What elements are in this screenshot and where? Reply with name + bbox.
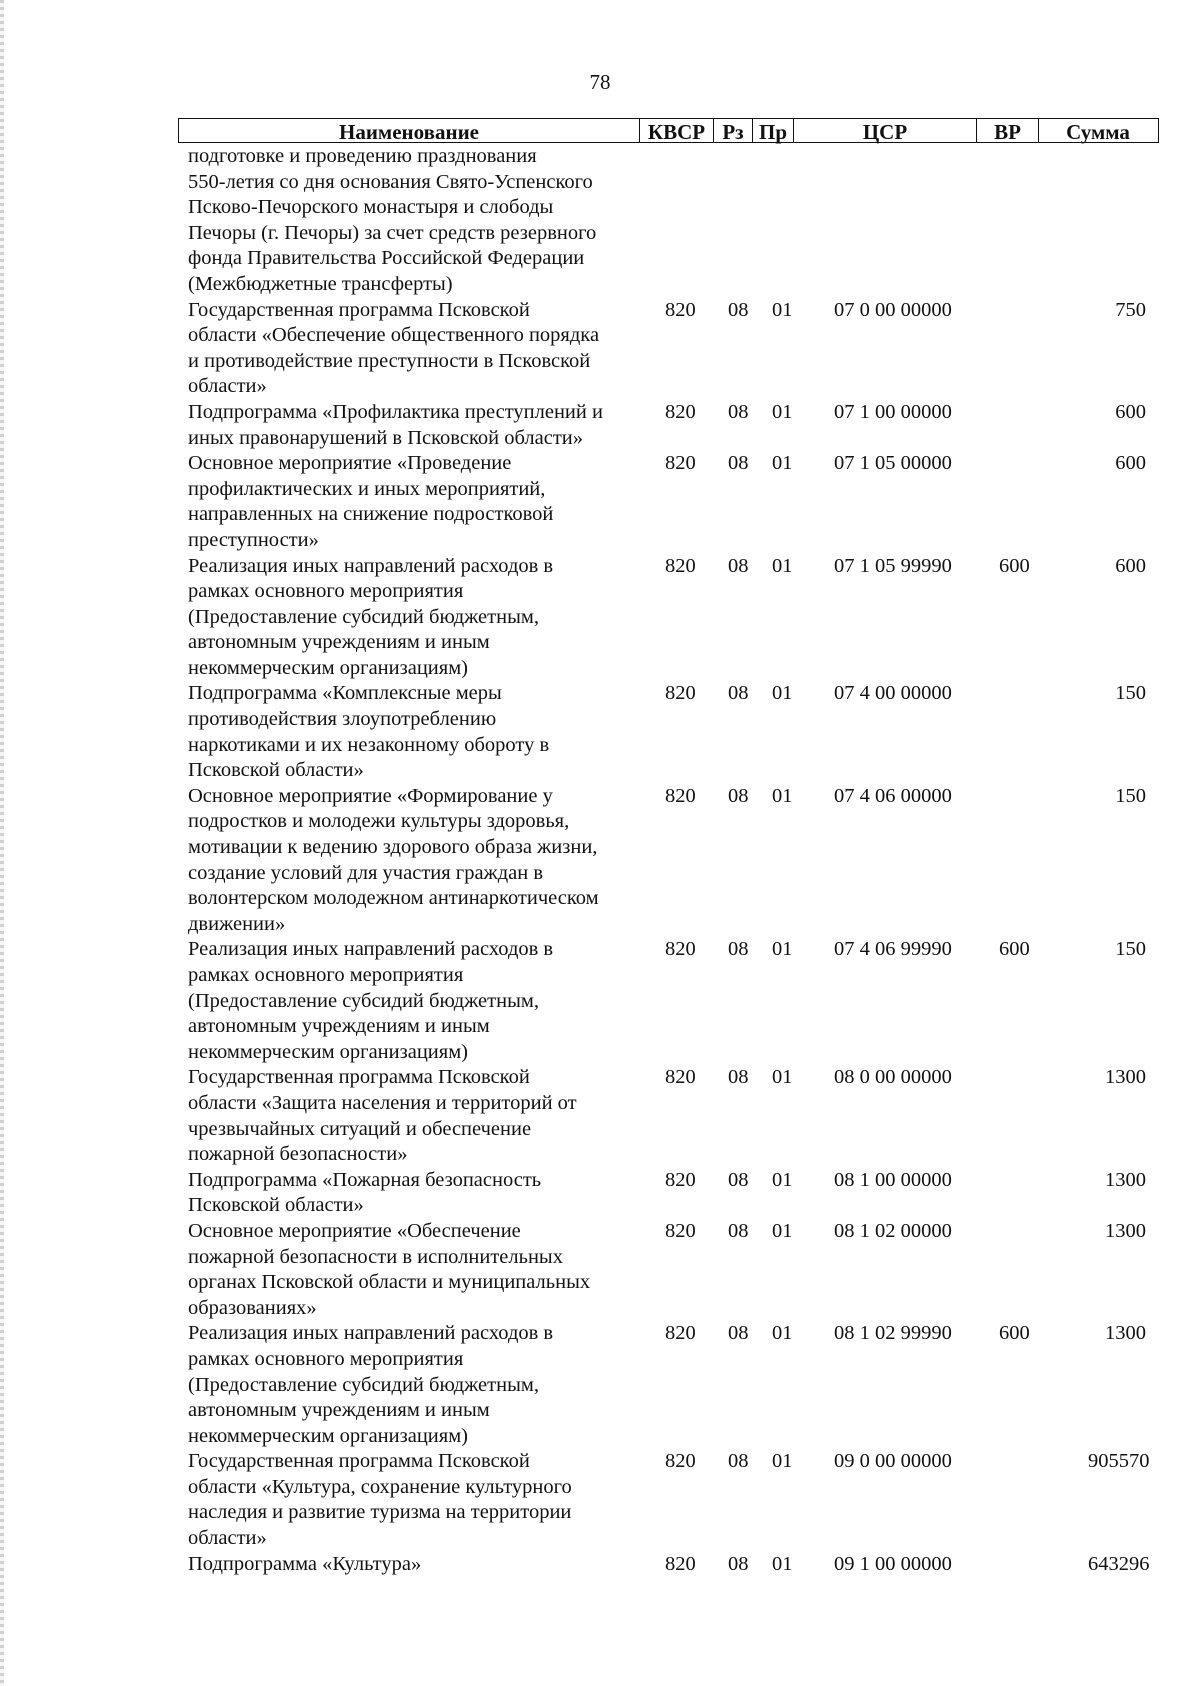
row-sum: 150 <box>1115 938 1146 961</box>
row-sum: 1300 <box>1105 1219 1146 1242</box>
row-kvsr: 820 <box>665 1066 696 1089</box>
row-pr: 01 <box>772 452 793 475</box>
table-row <box>188 1065 1148 1167</box>
row-name: Основное мероприятие «Проведение профилактических и иных мероприятий, направленных на снижение подростковой преступности» <box>188 452 554 551</box>
row-pr: 01 <box>772 298 793 321</box>
row-rz: 08 <box>728 682 749 705</box>
row-rz: 08 <box>728 554 749 577</box>
row-name: Основное мероприятие «Формирование у подростков и молодежи культуры здоровья, мотивации к ведению здорового образа жизни, создание условий для участия граждан в волонтерском молодежном антинаркотическом движении» <box>188 784 599 935</box>
row-rz: 08 <box>728 938 749 961</box>
row-csr: 08 1 02 99990 <box>834 1322 952 1345</box>
scan-edge-artifact <box>0 0 4 1686</box>
row-kvsr: 820 <box>665 1450 696 1473</box>
row-name: Подпрограмма «Пожарная безопасность Псковской области» <box>188 1168 542 1217</box>
row-sum: 600 <box>1115 554 1146 577</box>
row-rz: 08 <box>728 1066 749 1089</box>
row-vr: 600 <box>999 1322 1030 1345</box>
table-row <box>188 937 1148 1065</box>
row-pr: 01 <box>772 554 793 577</box>
row-sum: 600 <box>1115 452 1146 475</box>
table-row <box>188 451 1148 553</box>
row-kvsr: 820 <box>665 1219 696 1242</box>
table-row <box>188 144 1148 298</box>
row-rz: 08 <box>728 1168 749 1191</box>
row-name: Реализация иных направлений расходов в рамках основного мероприятия (Предоставление субсидий бюджетным, автономным учреждениям и иным некоммерческим организациям) <box>188 554 554 679</box>
table-header <box>178 118 1159 143</box>
row-sum: 1300 <box>1105 1168 1146 1191</box>
row-vr: 600 <box>999 938 1030 961</box>
row-pr: 01 <box>772 938 793 961</box>
row-csr: 07 1 00 00000 <box>834 400 952 423</box>
row-kvsr: 820 <box>665 784 696 807</box>
header-kvsr: КВСР <box>647 120 706 144</box>
row-name: Реализация иных направлений расходов в рамках основного мероприятия (Предоставление субсидий бюджетным, автономным учреждениям и иным некоммерческим организациям) <box>188 938 554 1063</box>
row-pr: 01 <box>772 682 793 705</box>
row-kvsr: 820 <box>665 1168 696 1191</box>
row-pr: 01 <box>772 1450 793 1473</box>
row-csr: 07 4 06 99990 <box>834 938 952 961</box>
table-row <box>188 298 1148 400</box>
row-name: Государственная программа Псковской области «Обеспечение общественного порядка и противодействие преступности в Псковской области» <box>188 298 600 398</box>
row-pr: 01 <box>772 1066 793 1089</box>
row-kvsr: 820 <box>665 938 696 961</box>
row-rz: 08 <box>728 784 749 807</box>
row-kvsr: 820 <box>665 1322 696 1345</box>
row-csr: 07 4 00 00000 <box>834 682 952 705</box>
row-name: Основное мероприятие «Обеспечение пожарной безопасности в исполнительных органах Псковской области и муниципальных образованиях» <box>188 1219 591 1319</box>
row-csr: 07 1 05 00000 <box>834 452 952 475</box>
table-row <box>188 1219 1148 1321</box>
row-name: Подпрограмма «Профилактика преступлений и иных правонарушений в Псковской области» <box>188 400 603 449</box>
table-row <box>188 1321 1148 1449</box>
row-rz: 08 <box>728 1450 749 1473</box>
table-row <box>188 554 1148 682</box>
header-vr: ВР <box>994 120 1021 144</box>
header-csr: ЦСР <box>862 120 908 144</box>
row-kvsr: 820 <box>665 554 696 577</box>
header-rz: Рз <box>722 120 744 144</box>
header-pr: Пр <box>758 120 787 144</box>
row-name: подготовке и проведению празднования 550-летия со дня основания Свято-Успенского Псково-Печорского монастыря и слободы Печоры (г. Печоры) за счет средств резервного фонда Правительства Российской Федерации (Межбюджетные трансферты) <box>188 145 597 295</box>
row-csr: 07 0 00 00000 <box>834 298 952 321</box>
row-kvsr: 820 <box>665 1552 696 1575</box>
row-rz: 08 <box>728 1552 749 1575</box>
row-sum: 750 <box>1115 298 1146 321</box>
row-kvsr: 820 <box>665 682 696 705</box>
page-number: 78 <box>589 70 611 94</box>
row-pr: 01 <box>772 1168 793 1191</box>
row-name: Подпрограмма «Комплексные меры противодействия злоупотреблению наркотиками и их незаконному обороту в Псковской области» <box>188 682 550 782</box>
row-sum: 150 <box>1115 682 1146 705</box>
table-row <box>188 784 1148 938</box>
row-name: Подпрограмма «Культура» <box>188 1552 422 1575</box>
row-kvsr: 820 <box>665 298 696 321</box>
header-sum: Сумма <box>1066 120 1130 144</box>
row-csr: 09 0 00 00000 <box>834 1450 952 1473</box>
row-sum: 1300 <box>1105 1322 1146 1345</box>
row-sum: 643296 <box>1088 1552 1150 1575</box>
row-rz: 08 <box>728 298 749 321</box>
table-row <box>188 400 1148 451</box>
row-name: Государственная программа Псковской области «Защита населения и территорий от чрезвычайных ситуаций и обеспечение пожарной безопасности» <box>188 1066 577 1166</box>
row-sum: 600 <box>1115 400 1146 423</box>
row-name: Государственная программа Псковской области «Культура, сохранение культурного наследия и развитие туризма на территории области» <box>188 1450 572 1550</box>
row-name: Реализация иных направлений расходов в рамках основного мероприятия (Предоставление субсидий бюджетным, автономным учреждениям и иным некоммерческим организациям) <box>188 1322 554 1447</box>
row-pr: 01 <box>772 1219 793 1242</box>
table-row <box>188 1449 1148 1551</box>
row-pr: 01 <box>772 784 793 807</box>
row-pr: 01 <box>772 1322 793 1345</box>
row-sum: 905570 <box>1088 1450 1150 1473</box>
row-csr: 07 4 06 00000 <box>834 784 952 807</box>
row-csr: 08 1 02 00000 <box>834 1219 952 1242</box>
row-kvsr: 820 <box>665 400 696 423</box>
row-pr: 01 <box>772 400 793 423</box>
row-rz: 08 <box>728 452 749 475</box>
header-name: Наименование <box>339 120 479 144</box>
row-sum: 1300 <box>1105 1066 1146 1089</box>
row-rz: 08 <box>728 1322 749 1345</box>
row-csr: 09 1 00 00000 <box>834 1552 952 1575</box>
row-csr: 08 1 00 00000 <box>834 1168 952 1191</box>
row-rz: 08 <box>728 400 749 423</box>
row-kvsr: 820 <box>665 452 696 475</box>
table-row <box>188 681 1148 783</box>
row-csr: 07 1 05 99990 <box>834 554 952 577</box>
row-vr: 600 <box>999 554 1030 577</box>
row-sum: 150 <box>1115 784 1146 807</box>
table-row <box>188 1552 1148 1578</box>
table-body <box>188 144 1148 1577</box>
row-rz: 08 <box>728 1219 749 1242</box>
row-csr: 08 0 00 00000 <box>834 1066 952 1089</box>
row-pr: 01 <box>772 1552 793 1575</box>
table-row <box>188 1168 1148 1219</box>
